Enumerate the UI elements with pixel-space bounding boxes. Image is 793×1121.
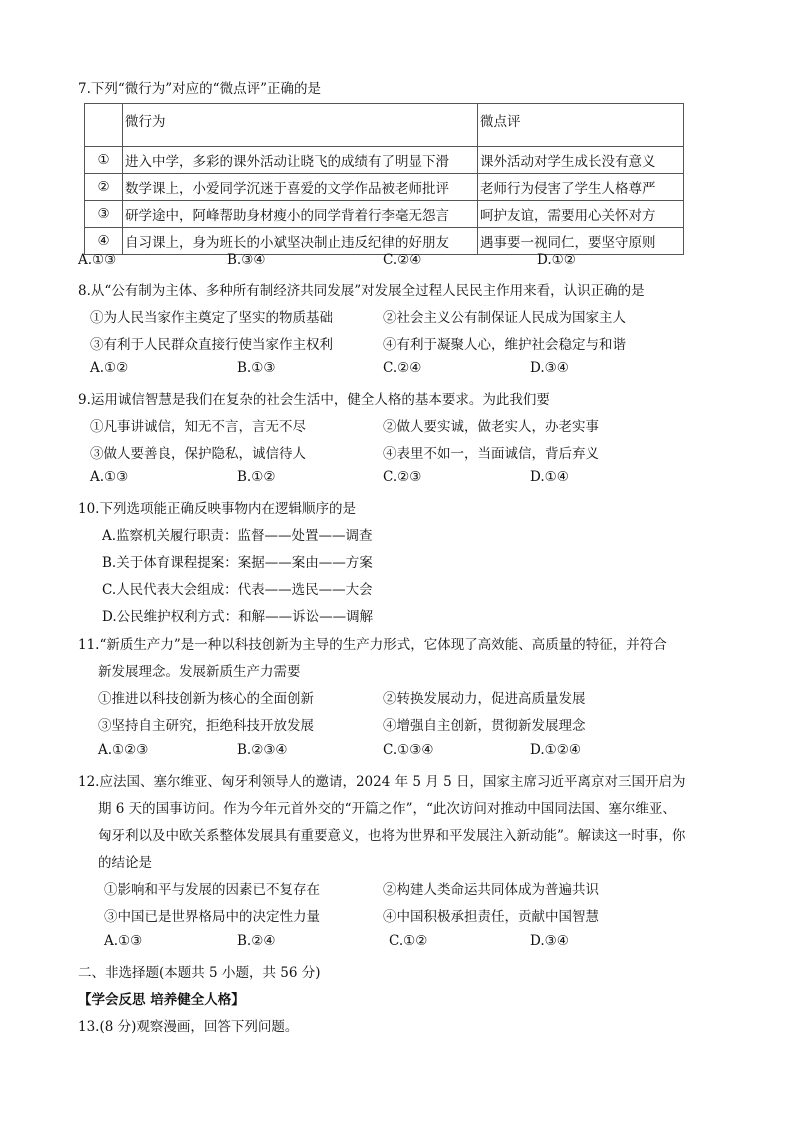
q8-option-b: B.①③: [237, 360, 276, 376]
table-header-cell: 微点评: [478, 104, 684, 147]
table-row: [85, 228, 684, 255]
q9-stem: 9.运用诚信智慧是我们在复杂的社会生活中，健全人格的基本要求。为此我们要: [78, 392, 550, 408]
table-cell: 遇事要一视同仁，要坚守原则: [478, 228, 684, 255]
q12-item-2: ②构建人类命运共同体成为普遍共识: [383, 882, 599, 898]
q12-item-1: ①影响和平与发展的因素已不复存在: [104, 882, 320, 898]
q9-option-a: A.①③: [90, 469, 129, 485]
table-cell: 呵护友谊，需要用心关怀对方: [478, 201, 684, 228]
q12-option-c: C.①②: [389, 933, 428, 949]
table-cell: 数学课上，小爱同学沉迷于喜爱的文学作品被老师批评: [123, 174, 478, 201]
q11-item-2: ②转换发展动力，促进高质量发展: [383, 691, 586, 707]
q12-option-b: B.②④: [237, 933, 276, 949]
table-cell: ④: [85, 228, 123, 255]
q9-option-c: C.②③: [383, 469, 422, 485]
q8-option-d: D.③④: [530, 360, 569, 376]
q11-item-3: ③坚持自主研究，拒绝科技开放发展: [98, 718, 314, 734]
q10-option-d: D.公民维护权利方式：和解——诉讼——调解: [102, 609, 374, 625]
table-header-cell: [85, 104, 123, 147]
table-cell: 课外活动对学生成长没有意义: [478, 147, 684, 174]
q10-stem: 10.下列选项能正确反映事物内在逻辑顺序的是: [78, 501, 356, 517]
q11-item-1: ①推进以科技创新为核心的全面创新: [98, 691, 314, 707]
q7-option-c: C.②④: [383, 252, 422, 268]
table-cell: 自习课上，身为班长的小斌坚决制止违反纪律的好朋友: [123, 228, 478, 255]
table-cell: 老师行为侵害了学生人格尊严: [478, 174, 684, 201]
q13-stem: 13.(8 分)观察漫画，回答下列问题。: [78, 1019, 299, 1035]
q12-stem-line1: 12.应法国、塞尔维亚、匈牙利领导人的邀请，2024 年 5 月 5 日，国家主席习近平离京对三国开启为: [78, 774, 686, 790]
table-row: [85, 201, 684, 228]
table-row: [85, 174, 684, 201]
q7-stem: 7.下列“微行为”对应的“微点评”正确的是: [78, 81, 321, 97]
q11-option-a: A.①②③: [98, 742, 149, 758]
q9-item-3: ③做人要善良，保护隐私，诚信待人: [90, 446, 306, 462]
section2-subheading: 【学会反思 培养健全人格】: [78, 992, 245, 1008]
table-cell: ②: [85, 174, 123, 201]
q11-option-c: C.①③④: [383, 742, 434, 758]
table-header-row: [85, 104, 684, 147]
q9-option-b: B.①②: [237, 469, 276, 485]
q12-option-a: A.①③: [104, 933, 143, 949]
q9-item-4: ④表里不如一，当面诚信，背后弃义: [383, 446, 599, 462]
table-cell: ③: [85, 201, 123, 228]
table-cell: 进入中学，多彩的课外活动让晓飞的成绩有了明显下滑: [123, 147, 478, 174]
q8-stem: 8.从“公有制为主体、多种所有制经济共同发展”对发展全过程人民民主作用来看，认识正确的是: [78, 283, 645, 299]
q10-option-a: A.监察机关履行职责：监督——处置——调查: [102, 528, 373, 544]
table-cell: 研学途中，阿峰帮助身材瘦小的同学背着行李毫无怨言: [123, 201, 478, 228]
q11-option-d: D.①②④: [530, 742, 581, 758]
q9-item-1: ①凡事讲诚信，知无不言，言无不尽: [90, 419, 306, 435]
q12-option-d: D.③④: [530, 933, 569, 949]
q11-item-4: ④增强自主创新，贯彻新发展理念: [383, 718, 586, 734]
section2-heading: 二、非选择题(本题共 5 小题，共 56 分): [78, 965, 321, 981]
q7-option-d: D.①②: [537, 252, 576, 268]
q11-stem-line2: 新发展理念。发展新质生产力需要: [98, 664, 301, 680]
q12-item-3: ③中国已是世界格局中的决定性力量: [104, 909, 320, 925]
q8-item-4: ④有利于凝聚人心，维护社会稳定与和谐: [383, 337, 626, 353]
q12-item-4: ④中国积极承担责任，贡献中国智慧: [383, 909, 599, 925]
q12-stem-line2: 期 6 天的国事访问。作为今年元首外交的“开篇之作”，“此次访问对推动中国同法国、塞尔维亚、: [98, 801, 676, 817]
q10-option-c: C.人民代表大会组成：代表——选民——大会: [102, 582, 373, 598]
table-cell: ①: [85, 147, 123, 174]
q8-option-c: C.②④: [383, 360, 422, 376]
q8-item-1: ①为人民当家作主奠定了坚实的物质基础: [90, 310, 333, 326]
table-header-cell: 微行为: [123, 104, 478, 147]
q9-item-2: ②做人要实诚，做老实人，办老实事: [383, 419, 599, 435]
q11-option-b: B.②③④: [237, 742, 288, 758]
table-row: [85, 147, 684, 174]
q7-option-a: A.①③: [78, 252, 117, 268]
q11-stem-line1: 11.“新质生产力”是一种以科技创新为主导的生产力形式，它体现了高效能、高质量的特征，并符合: [78, 637, 667, 653]
q8-item-2: ②社会主义公有制保证人民成为国家主人: [383, 310, 626, 326]
q7-option-b: B.③④: [227, 252, 266, 268]
q12-stem-line3: 匈牙利以及中欧关系整体发展具有重要意义，也将为世界和平发展注入新动能”。解读这一时事，你: [98, 828, 686, 844]
q12-stem-line4: 的结论是: [98, 855, 152, 871]
q9-option-d: D.①④: [530, 469, 569, 485]
q7-table: [84, 103, 684, 255]
q8-option-a: A.①②: [90, 360, 129, 376]
q8-item-3: ③有利于人民群众直接行使当家作主权利: [90, 337, 333, 353]
q10-option-b: B.关于体育课程提案：案据——案由——方案: [102, 555, 373, 571]
